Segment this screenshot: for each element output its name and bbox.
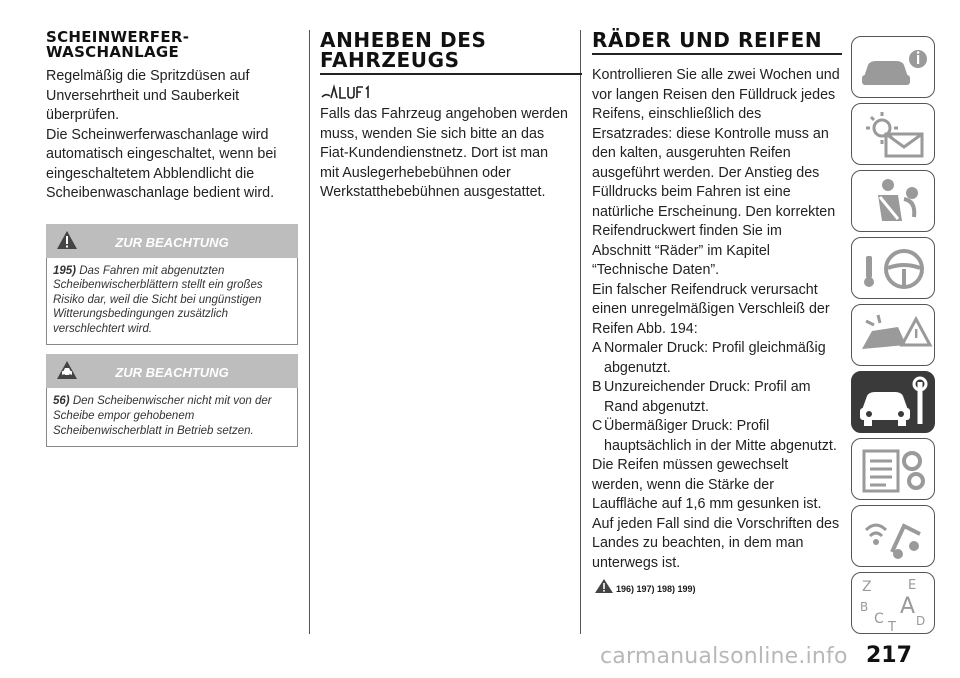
warning-box-header [46, 224, 298, 258]
list-item: C Übermäßiger Druck: Profil hauptsächlich in der Mitte abgenutzt. [592, 418, 837, 454]
emergency-icon [852, 305, 936, 367]
paragraph: Die Reifen müssen gewechselt werden, wenn die Stärke der Lauffläche auf 1,6 mm gesunken ist. Auf jeden Fall sind die Vorschriften des Landes zu beachten, in dem man unterwegs ist. [592, 457, 840, 571]
index-letter: Z [862, 579, 872, 595]
right-column [592, 30, 840, 594]
safety-seatbelt-icon [852, 171, 936, 233]
section-heading-lifting-vehicle: ANHEBEN DES FAHRZEUGS [320, 28, 487, 72]
tab-index[interactable] [851, 572, 935, 634]
warning-title: ZUR BEACHTUNG [115, 365, 229, 381]
index-letter: E [908, 578, 917, 593]
tab-emergency[interactable] [851, 304, 935, 366]
index-letter: B [860, 600, 869, 614]
warning-box-header [46, 354, 298, 388]
list-item: B Unzureichender Druck: Profil am Rand abgenutzt. [592, 379, 811, 415]
warning-box-body: 195) Das Fahren mit abgenutzten Scheibenwischerblättern stellt ein großes Risiko dar, weil die Sicht bei ungünstigen Witterungsbedingungen zusätzlich verschlechtert wird. [46, 258, 298, 346]
tab-maintenance[interactable] [851, 371, 935, 433]
lifting-jack-icon [320, 81, 370, 103]
column-divider [580, 30, 581, 634]
section-heading-wheels-tyres: RÄDER UND REIFEN [592, 28, 823, 52]
warning-triangle-icon [594, 578, 614, 594]
paragraph: Kontrollieren Sie alle zwei Wochen und vor langen Reisen den Fülldruck jedes Reifens, einschließlich des Ersatzrades: diese Kontrolle muss an den kalten, ausgeruhten Reifen ausgeführt werden. Der Anstieg des Fülldrucks beim Fahren ist eine natürliche Erscheinung. Den korrekten Reifendruckwert finden Sie im Abschnitt “Räder” im Kapitel “Technische Daten”. Ein falscher Reifendruck verursacht einen unregelmäßigen Verschleiß der Reifen Abb. 194: [592, 67, 840, 337]
index-letter: D [916, 614, 926, 628]
tab-starting-driving[interactable] [851, 237, 935, 299]
multimedia-icon [852, 506, 936, 568]
index-letter: T [888, 620, 896, 635]
warning-lights-icon [852, 104, 936, 166]
car-wrench-icon [852, 372, 936, 434]
tab-warning-lights[interactable] [851, 103, 935, 165]
paragraph: Falls das Fahrzeug angehoben werden muss, wenden Sie sich bitte an das Fiat-Kundendienstnetz. Dort ist man mit Auslegerhebebühnen oder Werkstatthebebühnen ausgestattet. [320, 106, 568, 200]
warning-references: 196) 197) 198) 199) [592, 578, 840, 594]
list-item: A Normaler Druck: Profil gleichmäßig abgenutzt. [592, 340, 826, 376]
page-number: 217 [866, 643, 912, 668]
tab-safety[interactable] [851, 170, 935, 232]
tyre-wear-list [592, 339, 840, 456]
paragraph: Regelmäßig die Spritzdüsen auf Unversehrtheit und Sauberkeit überprüfen. Die Scheinwerferwaschanlage wird automatisch eingeschaltet, wenn bei eingeschaltetem Abblendlicht die Scheibenwaschanlage bedient wird. [46, 68, 277, 201]
warning-box-body: 56) Den Scheibenwischer nicht mit von der Scheibe empor gehobenem Scheibenwischerblatt in Betrieb setzen. [46, 388, 298, 447]
column-divider [309, 30, 310, 634]
warning-title: ZUR BEACHTUNG [115, 234, 229, 250]
heading-underline [320, 73, 582, 75]
index-letter: A [900, 594, 916, 619]
tab-technical-data[interactable] [851, 438, 935, 500]
car-info-icon [852, 37, 936, 99]
index-letter: C [874, 611, 884, 627]
tab-multimedia[interactable] [851, 505, 935, 567]
watermark: carmanualsonline.info [600, 644, 848, 669]
section-heading-headlamp-washer: SCHEINWERFER- WASCHANLAGE [46, 28, 190, 61]
steering-wheel-icon [852, 238, 936, 300]
heading-underline [592, 53, 842, 55]
tab-car-info[interactable] [851, 36, 935, 98]
left-column [46, 30, 298, 447]
middle-column [320, 30, 570, 203]
index-letters-icon [852, 573, 936, 635]
technical-data-icon [852, 439, 936, 501]
